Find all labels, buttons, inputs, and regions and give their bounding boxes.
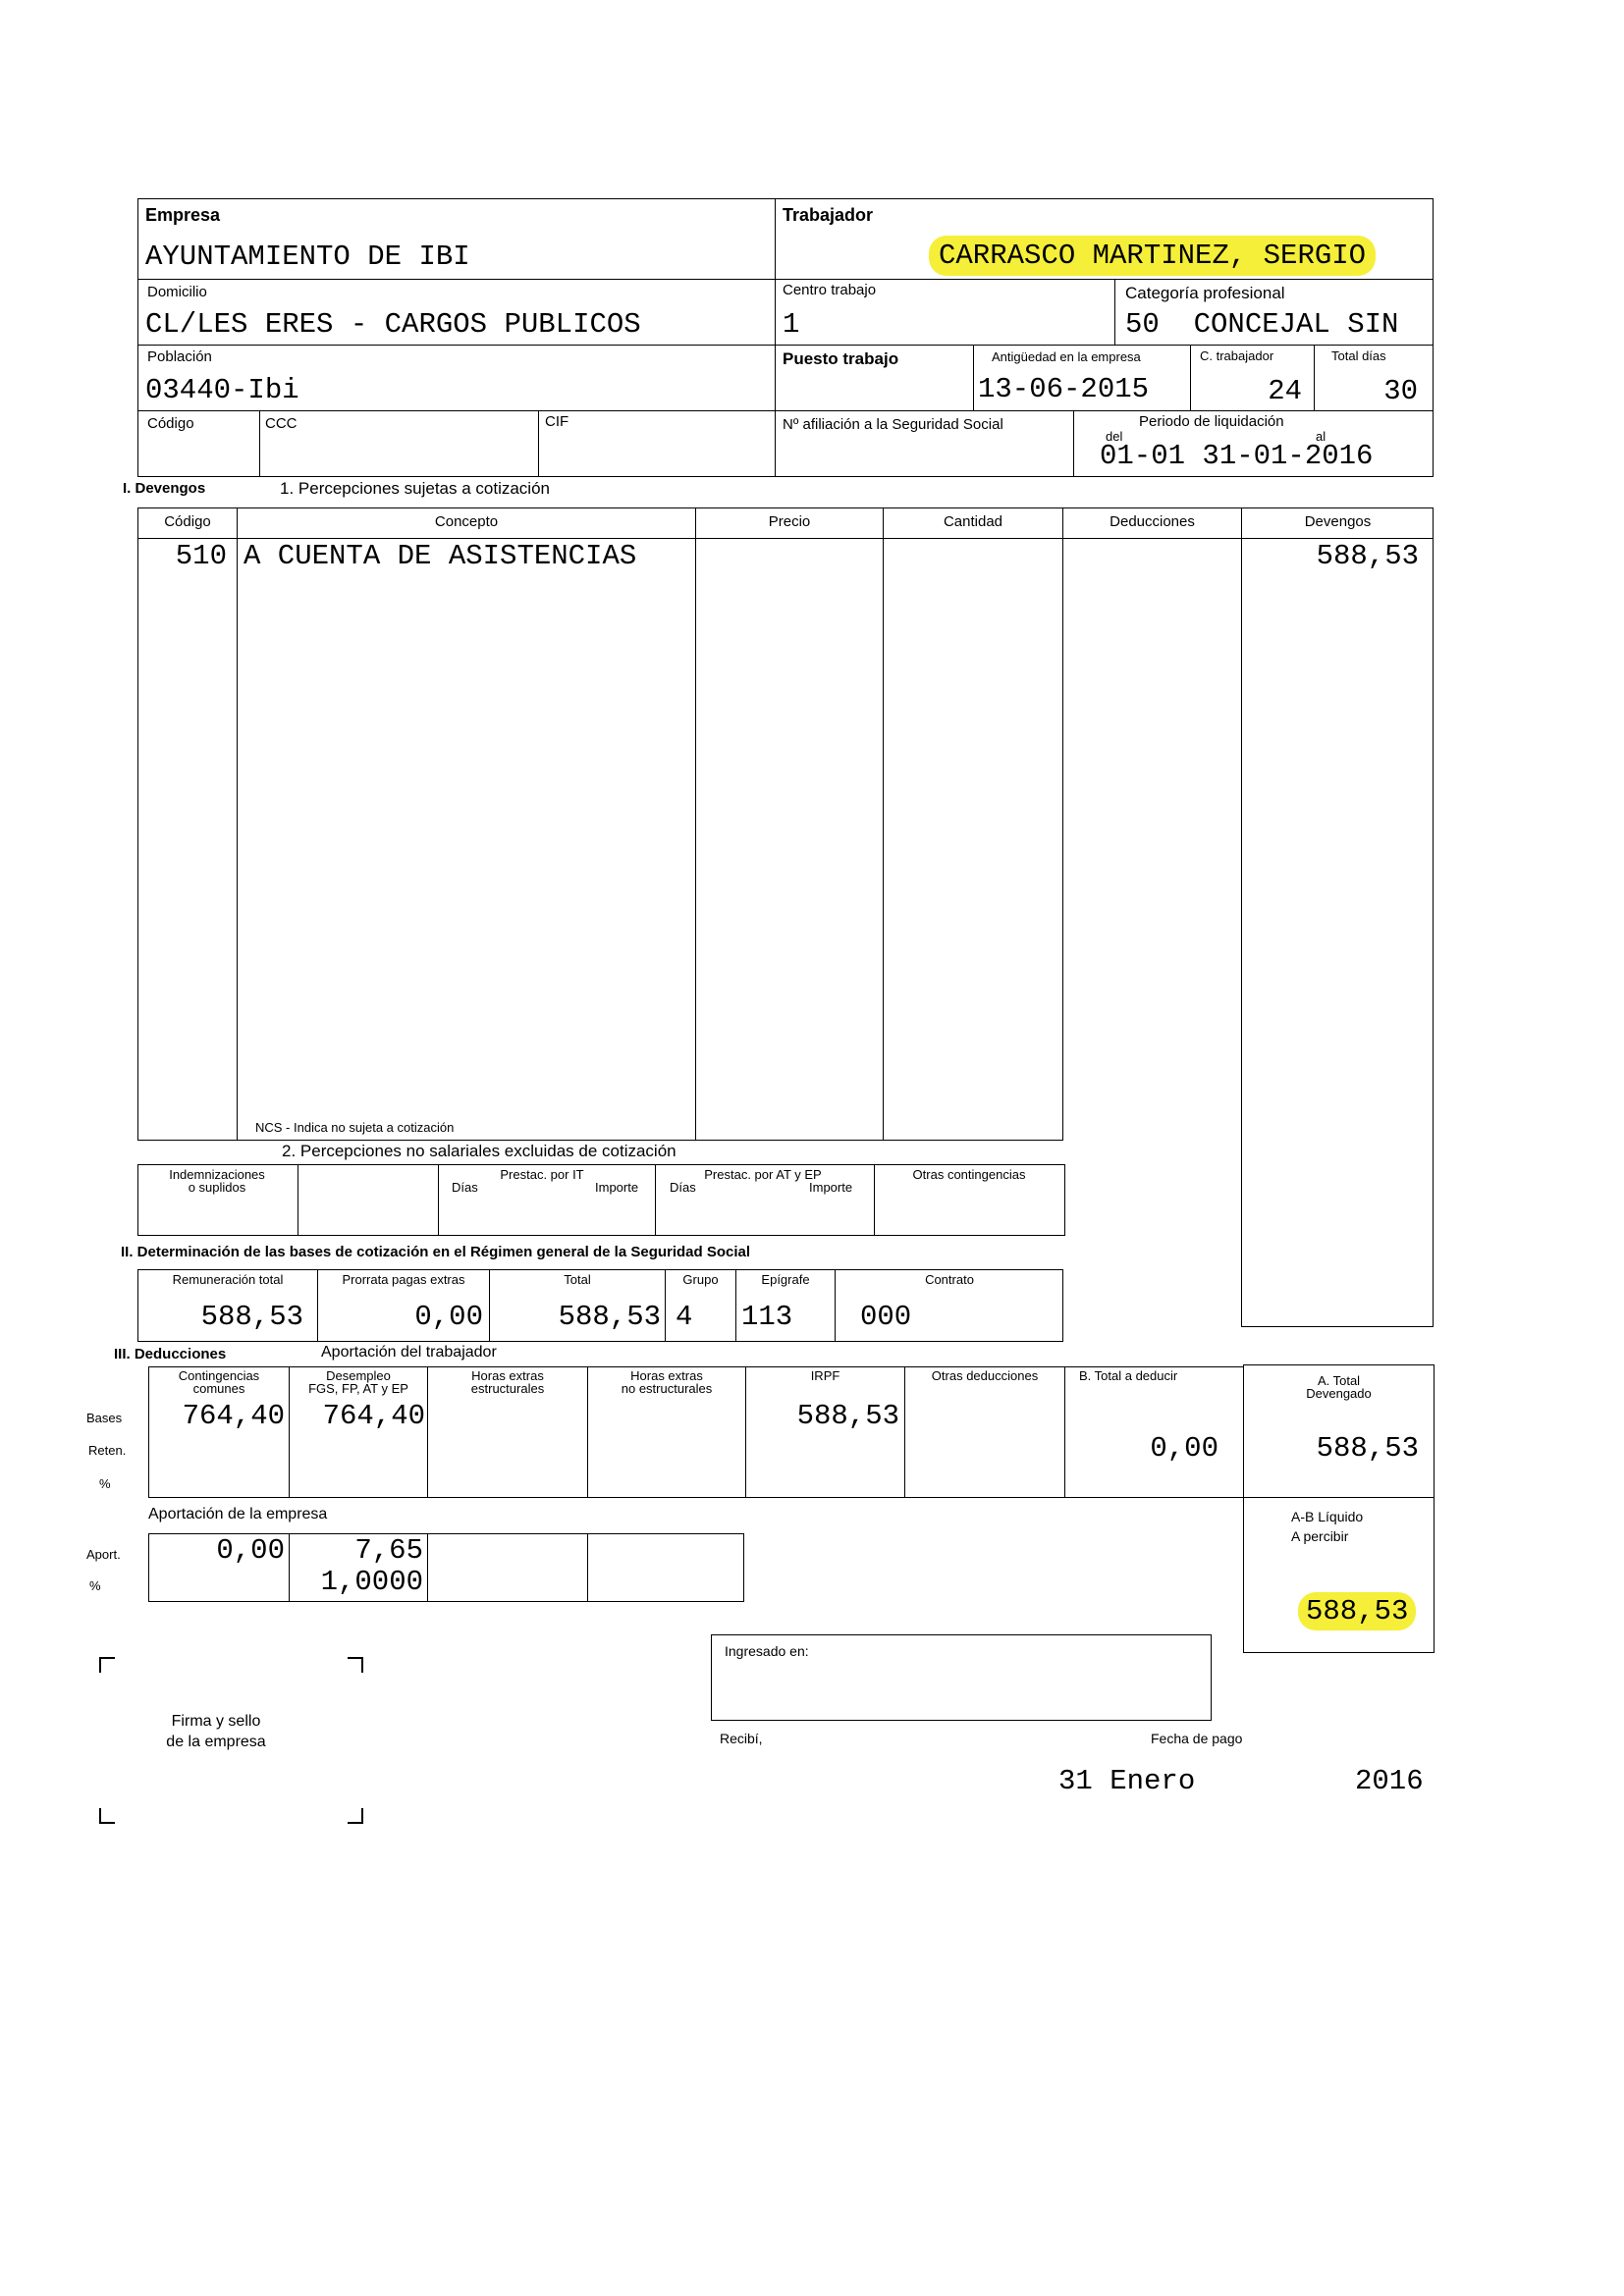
sujetas-label: 1. Percepciones sujetas a cotización — [280, 479, 550, 498]
col-codigo: Código — [164, 513, 211, 530]
puesto-label: Puesto trabajo — [783, 349, 899, 368]
reten-row-label: Reten. — [88, 1443, 127, 1458]
divider — [259, 410, 260, 477]
liquido-value: 588,53 — [1298, 1592, 1416, 1630]
afiliacion-label: Nº afiliación a la Seguridad Social — [783, 416, 1003, 433]
remuneracion-value: 588,53 — [200, 1301, 303, 1333]
b-total-label: B. Total a deducir — [1079, 1368, 1178, 1383]
corner-mark — [348, 1808, 363, 1824]
divider — [1190, 345, 1191, 410]
cc-label-1: Contingencias — [178, 1368, 260, 1383]
col-deducciones: Deducciones — [1110, 513, 1195, 530]
irpf-base-value: 588,53 — [796, 1400, 899, 1432]
divider — [745, 1366, 746, 1498]
epigrafe-label: Epígrafe — [761, 1272, 810, 1287]
antiguedad-value: 13-06-2015 — [978, 373, 1150, 405]
divider — [775, 345, 1434, 346]
devengos-table — [137, 507, 1063, 1141]
centro-label: Centro trabajo — [783, 282, 877, 298]
divider — [427, 1533, 428, 1602]
divider — [1114, 279, 1115, 345]
totaldias-label: Total días — [1331, 348, 1386, 363]
poblacion-value: 03440-Ibi — [145, 374, 299, 406]
aportacion-empresa-label: Aportación de la empresa — [148, 1506, 328, 1522]
desempleo-label-2: FGS, FP, AT y EP — [308, 1381, 408, 1396]
categoria-value: 50 CONCEJAL SIN — [1125, 308, 1399, 341]
emp-desempleo-pct: 1,0000 — [320, 1566, 423, 1598]
corner-mark — [348, 1657, 363, 1673]
horas-extras-noest-label-1: Horas extras — [630, 1368, 703, 1383]
divider — [137, 279, 1434, 280]
periodo-value: 01-01 31-01-2016 — [1100, 440, 1374, 472]
ncs-note: NCS - Indica no sujeta a cotización — [255, 1120, 455, 1135]
domicilio-value: CL/LES ERES - CARGOS PUBLICOS — [145, 308, 641, 341]
divider — [1062, 507, 1063, 1141]
cc-label-2: comunes — [192, 1381, 245, 1396]
empresa-label: Empresa — [145, 205, 221, 225]
it-dias-label: Días — [452, 1180, 478, 1195]
b-total-value: 0,00 — [1150, 1432, 1218, 1465]
horas-extras-est-label-2: estructurales — [470, 1381, 545, 1396]
categoria-label: Categoría profesional — [1125, 284, 1285, 302]
codigo-label: Código — [147, 415, 194, 432]
aportacion-trabajador-label: Aportación del trabajador — [321, 1344, 497, 1361]
divider — [137, 538, 1434, 539]
a-total-label-1: A. Total — [1317, 1373, 1361, 1388]
epigrafe-value: 113 — [741, 1301, 793, 1333]
indemnizaciones-label-1: Indemnizaciones — [169, 1167, 265, 1182]
cc-base-value: 764,40 — [182, 1400, 285, 1432]
bases-row-label: Bases — [86, 1411, 123, 1425]
divider — [1073, 410, 1074, 477]
divider — [1314, 345, 1315, 410]
horas-extras-noest-label-2: no estructurales — [621, 1381, 713, 1396]
liquido-label-2: A percibir — [1291, 1528, 1349, 1544]
ctrab-label: C. trabajador — [1200, 348, 1274, 363]
fecha-dia-mes: 31 Enero — [1058, 1765, 1196, 1797]
centro-value: 1 — [783, 308, 800, 341]
row-codigo: 510 — [175, 540, 227, 572]
divider — [1062, 507, 1242, 508]
col-precio: Precio — [768, 513, 811, 530]
prestac-it-label: Prestac. por IT — [500, 1167, 584, 1182]
desempleo-label-1: Desempleo — [326, 1368, 391, 1383]
del-label: del — [1106, 429, 1123, 444]
otras-deducciones-label: Otras deducciones — [931, 1368, 1039, 1383]
prestac-at-label: Prestac. por AT y EP — [704, 1167, 822, 1182]
at-dias-label: Días — [670, 1180, 696, 1195]
contrato-label: Contrato — [925, 1272, 974, 1287]
firma-label-1: Firma y sello — [171, 1713, 261, 1730]
ctrab-value: 24 — [1268, 375, 1302, 407]
deducciones-section-label: III. Deducciones — [114, 1346, 227, 1362]
a-total-value: 588,53 — [1316, 1432, 1419, 1465]
bases-section-label: II. Determinación de las bases de cotización en el Régimen general de la Seguridad Social — [121, 1244, 751, 1260]
col-devengos: Devengos — [1304, 513, 1372, 530]
contrato-value: 000 — [860, 1301, 912, 1333]
desempleo-base-value: 764,40 — [322, 1400, 425, 1432]
liquido-label-1: A-B Líquido — [1291, 1509, 1364, 1524]
total-value: 588,53 — [558, 1301, 661, 1333]
prorrata-label: Prorrata pagas extras — [342, 1272, 465, 1287]
row-devengos: 588,53 — [1316, 540, 1419, 572]
ccc-label: CCC — [265, 415, 298, 432]
otras-contingencias-label: Otras contingencias — [912, 1167, 1026, 1182]
emp-cc-value: 0,00 — [216, 1534, 285, 1567]
divider — [237, 507, 238, 1141]
pct-row-label: % — [99, 1476, 111, 1491]
antiguedad-label: Antigüedad en la empresa — [992, 349, 1141, 364]
fecha-anio: 2016 — [1355, 1765, 1424, 1797]
total-label: Total — [564, 1272, 591, 1287]
ingresado-label: Ingresado en: — [725, 1643, 809, 1659]
periodo-label: Periodo de liquidación — [1139, 413, 1284, 430]
divider — [883, 507, 884, 1141]
irpf-label: IRPF — [810, 1368, 840, 1383]
divider — [973, 345, 974, 410]
corner-mark — [99, 1657, 115, 1673]
a-total-label-2: Devengado — [1306, 1386, 1372, 1401]
horas-extras-est-label-1: Horas extras — [471, 1368, 544, 1383]
divider — [775, 198, 776, 477]
divider — [587, 1533, 588, 1602]
prorrata-value: 0,00 — [414, 1301, 483, 1333]
domicilio-label: Domicilio — [147, 284, 207, 300]
trabajador-label: Trabajador — [783, 205, 874, 225]
divider — [695, 507, 696, 1141]
col-concepto: Concepto — [434, 513, 499, 530]
divider — [137, 345, 776, 346]
it-importe-label: Importe — [595, 1180, 639, 1195]
firma-label-2: de la empresa — [166, 1734, 266, 1750]
emp-desempleo-value: 7,65 — [354, 1534, 423, 1567]
col-cantidad: Cantidad — [943, 513, 1003, 530]
divider — [538, 410, 539, 477]
at-importe-label: Importe — [809, 1180, 853, 1195]
al-label: al — [1316, 429, 1326, 444]
remuneracion-label: Remuneración total — [172, 1272, 284, 1287]
aport-pct-label: % — [89, 1578, 101, 1593]
devengos-section-label: I. Devengos — [123, 480, 206, 497]
devengos-column — [1241, 507, 1434, 1327]
divider — [904, 1366, 905, 1498]
grupo-label: Grupo — [682, 1272, 719, 1287]
empresa-value: AYUNTAMIENTO DE IBI — [145, 240, 470, 273]
recibi-label: Recibí, — [720, 1731, 763, 1746]
corner-mark — [99, 1808, 115, 1824]
poblacion-label: Población — [147, 348, 212, 365]
grupo-value: 4 — [676, 1301, 693, 1333]
divider — [137, 410, 1434, 411]
no-salariales-label: 2. Percepciones no salariales excluidas de cotización — [282, 1142, 677, 1160]
trabajador-value: CARRASCO MARTINEZ, SERGIO — [929, 236, 1376, 276]
cif-label: CIF — [545, 413, 569, 430]
aport-row-label: Aport. — [86, 1547, 121, 1562]
row-concepto: A CUENTA DE ASISTENCIAS — [244, 540, 637, 572]
indemnizaciones-label-2: o suplidos — [188, 1180, 246, 1195]
fecha-pago-label: Fecha de pago — [1151, 1731, 1243, 1746]
totaldias-value: 30 — [1383, 375, 1418, 407]
